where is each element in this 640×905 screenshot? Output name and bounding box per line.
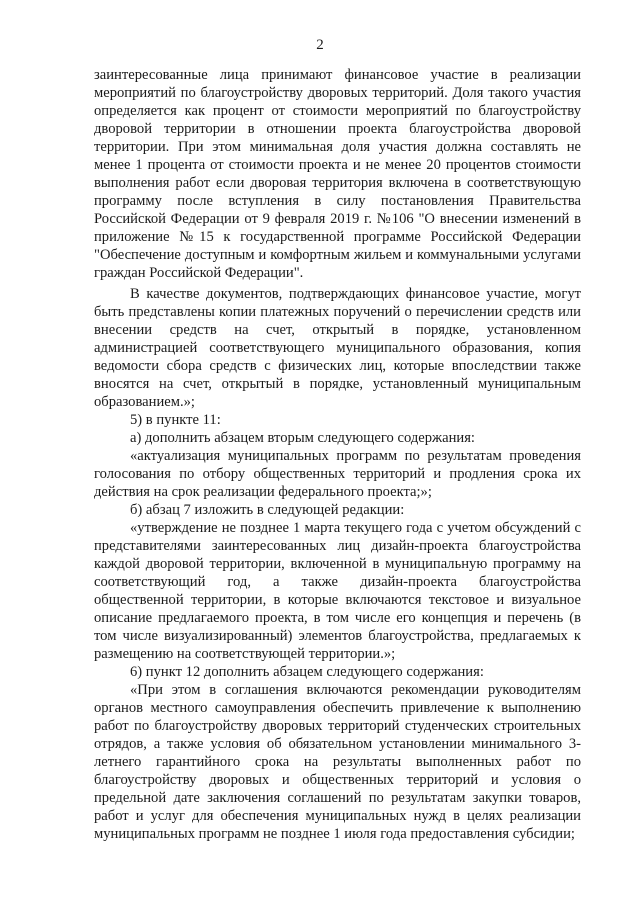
page-number: 2 xyxy=(316,37,324,53)
paragraph-item-6: 6) пункт 12 дополнить абзацем следующего содержания: xyxy=(130,664,484,680)
paragraph-item-5a-text: «актуализация муниципальных программ по результатам проведения голосования по отбору общественных территорий и продления срока их действия на срок реализации федерального проекта;»; xyxy=(94,448,581,500)
paragraph-item-6-text: «При этом в соглашения включаются рекомендации руководителям органов местного самоуправления обеспечить привлечение к выполнению работ по благоустройству дворовых территорий студенческих строительных отрядов, а также условия об обязательном установлении минимального 3-летнего гарантийного срока на результаты выполненных работ по благоустройству дворовых и общественных территорий и условия о предельной дате заключения соглашений по результатам закупки товаров, работ и услуг для обеспечения муниципальных нужд в целях реализации муниципальных программ не позднее 1 июля года предоставления субсидии; xyxy=(94,682,581,842)
paragraph-participation-share: заинтересованные лица принимают финансовое участие в реализации мероприятий по благоустройству дворовых территорий. Доля такого участия определяется как процент от стоимости мероприятий по благоустройству дворовой территории в отношении проекта благоустройства дворовой территории. При этом минимальная доля участия должна составлять не менее 1 процента от стоимости проекта и не менее 20 процентов стоимости выполнения работ если дворовая территория включена в соответствующую программу после вступления в силу постановления Правительства Российской Федерации от 9 февраля 2019 г. №106 "О внесении изменений в приложение №15 к государственной программе Российской Федерации "Обеспечение доступным и комфортным жильем и коммунальными услугами граждан Российской Федерации". xyxy=(94,67,581,281)
paragraph-item-5a: а) дополнить абзацем вторым следующего содержания: xyxy=(130,430,475,446)
paragraph-item-5b: б) абзац 7 изложить в следующей редакции: xyxy=(130,502,405,518)
document-body xyxy=(94,66,581,843)
paragraph-financial-documents: В качестве документов, подтверждающих финансовое участие, могут быть представлены копии платежных поручений о перечислении средств или внесении средств на счет, открытый в порядке, установленном администрацией соответствующего муниципального образования, копия ведомости сбора средств с физических лиц, которые впоследствии также вносятся на счет, открытый в порядке, установленный муниципальным образованием.»; xyxy=(94,286,581,410)
paragraph-item-5: 5) в пункте 11: xyxy=(130,412,221,428)
paragraph-item-5b-text: «утверждение не позднее 1 марта текущего года с учетом обсуждений с представителями заинтересованных лиц дизайн-проекта благоустройства каждой дворовой территории, включенной в муниципальную программу на соответствующий год, а также дизайн-проекта благоустройства общественной территории, в которые включаются текстовое и визуальное описание предлагаемого проекта, в том числе его концепция и перечень (в том числе визуализированный) элементов благоустройства, предлагаемых к размещению на соответствующей территории.»; xyxy=(94,520,581,662)
